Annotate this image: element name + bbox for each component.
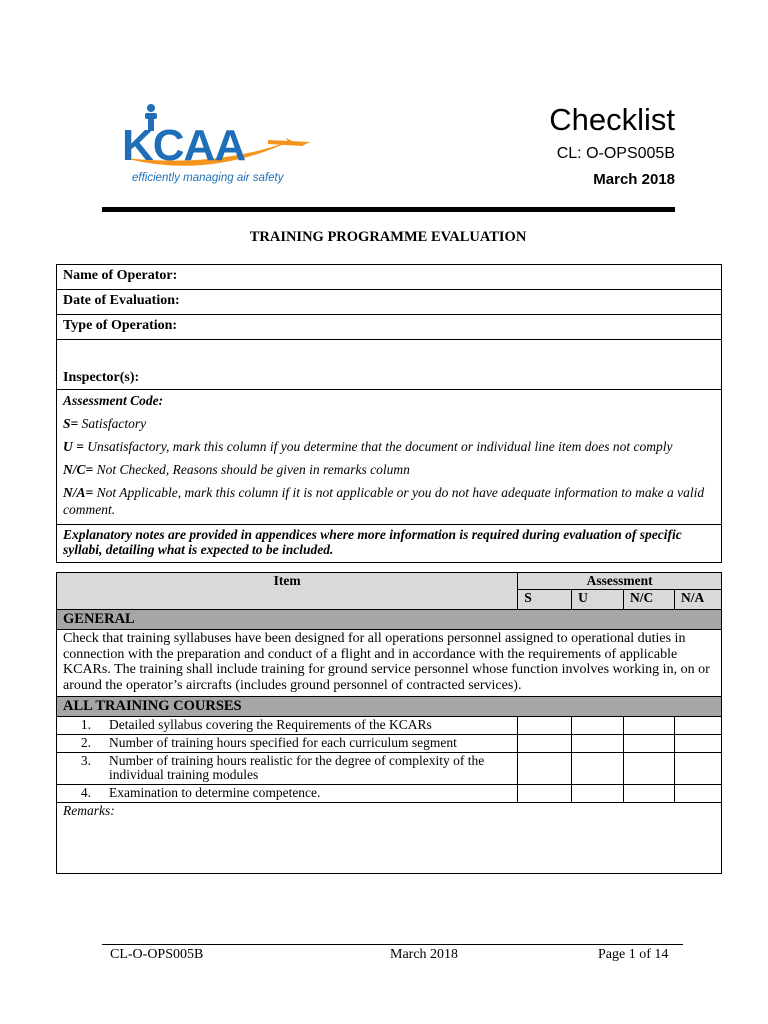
remarks-field[interactable]: Remarks: [57, 803, 722, 874]
checklist-table [56, 572, 722, 874]
date-label: Date of Evaluation: [57, 290, 722, 315]
general-text: Check that training syllabuses have been designed for all operations personnel assigned to operational duties in connection with the preparation and conduct of a flight and in accordance with the requirements of applicable KCARs. The training shall include training for ground service personnel whose function involves working in, on or around the operator’s aircrafts (includes ground personnel of contracted services). [57, 630, 722, 697]
col-s: S [518, 590, 572, 610]
table-row [57, 735, 722, 753]
explanatory-notes: Explanatory notes are provided in appendices where more information is required during evaluation of specific syllabi, detailing what is expected to be included. [57, 525, 722, 563]
cell-nc[interactable] [624, 735, 675, 753]
cell-nc[interactable] [624, 717, 675, 735]
section-all-training: ALL TRAINING COURSES [57, 697, 722, 717]
section-general: GENERAL [57, 610, 722, 630]
cell-s[interactable] [518, 735, 572, 753]
item-3: 3. Number of training hours realistic for the degree of complexity of the individual training modules [57, 753, 518, 785]
item-4: 4. Examination to determine competence. [57, 785, 518, 803]
cell-nc[interactable] [624, 785, 675, 803]
code-s: S= Satisfactory [63, 416, 147, 431]
col-na: N/A [674, 590, 721, 610]
code-u: U = Unsatisfactory, mark this column if you determine that the document or individual line item does not comply [63, 439, 673, 454]
item-2: 2. Number of training hours specified for each curriculum segment [57, 735, 518, 753]
item-1: 1. Detailed syllabus covering the Requirements of the KCARs [57, 717, 518, 735]
cell-nc[interactable] [624, 753, 675, 785]
cell-u[interactable] [572, 785, 624, 803]
header-divider [102, 207, 675, 212]
footer-divider [102, 944, 683, 945]
info-table [56, 264, 722, 563]
footer-page: Page 1 of 14 [598, 947, 669, 962]
cell-na[interactable] [674, 785, 721, 803]
cell-u[interactable] [572, 717, 624, 735]
code-na: N/A= Not Applicable, mark this column if it is not applicable or you do not have adequate information to make a valid comment. [63, 485, 705, 517]
document-header [549, 100, 675, 191]
item-header: Item [57, 573, 518, 610]
assessment-header: Assessment [518, 573, 722, 590]
kcaa-logo [118, 100, 318, 190]
cell-u[interactable] [572, 753, 624, 785]
table-row [57, 753, 722, 785]
footer-date: March 2018 [390, 947, 459, 962]
assessment-codes [57, 390, 722, 525]
cell-s[interactable] [518, 753, 572, 785]
code-nc: N/C= Not Checked, Reasons should be given in remarks column [63, 462, 410, 477]
footer-code: CL-O-OPS005B [110, 947, 204, 962]
cell-na[interactable] [674, 717, 721, 735]
inspector-label: Inspector(s): [57, 340, 722, 390]
col-nc: N/C [624, 590, 675, 610]
assessment-title: Assessment Code: [63, 393, 164, 408]
operator-label: Name of Operator: [57, 265, 722, 290]
cell-u[interactable] [572, 735, 624, 753]
logo-text: KCAA [122, 121, 246, 170]
cell-s[interactable] [518, 717, 572, 735]
document-title: TRAINING PROGRAMME EVALUATION [249, 229, 527, 245]
kcaa-logo-graphic [118, 100, 318, 172]
header-title: Checklist [549, 102, 675, 137]
header-date: March 2018 [593, 171, 675, 188]
cell-na[interactable] [674, 753, 721, 785]
cell-s[interactable] [518, 785, 572, 803]
table-row [57, 717, 722, 735]
header-code: CL: O-OPS005B [556, 145, 675, 162]
col-u: U [572, 590, 624, 610]
cell-na[interactable] [674, 735, 721, 753]
type-label: Type of Operation: [57, 315, 722, 340]
logo-tagline: efficiently managing air safety [132, 172, 284, 184]
table-row [57, 785, 722, 803]
